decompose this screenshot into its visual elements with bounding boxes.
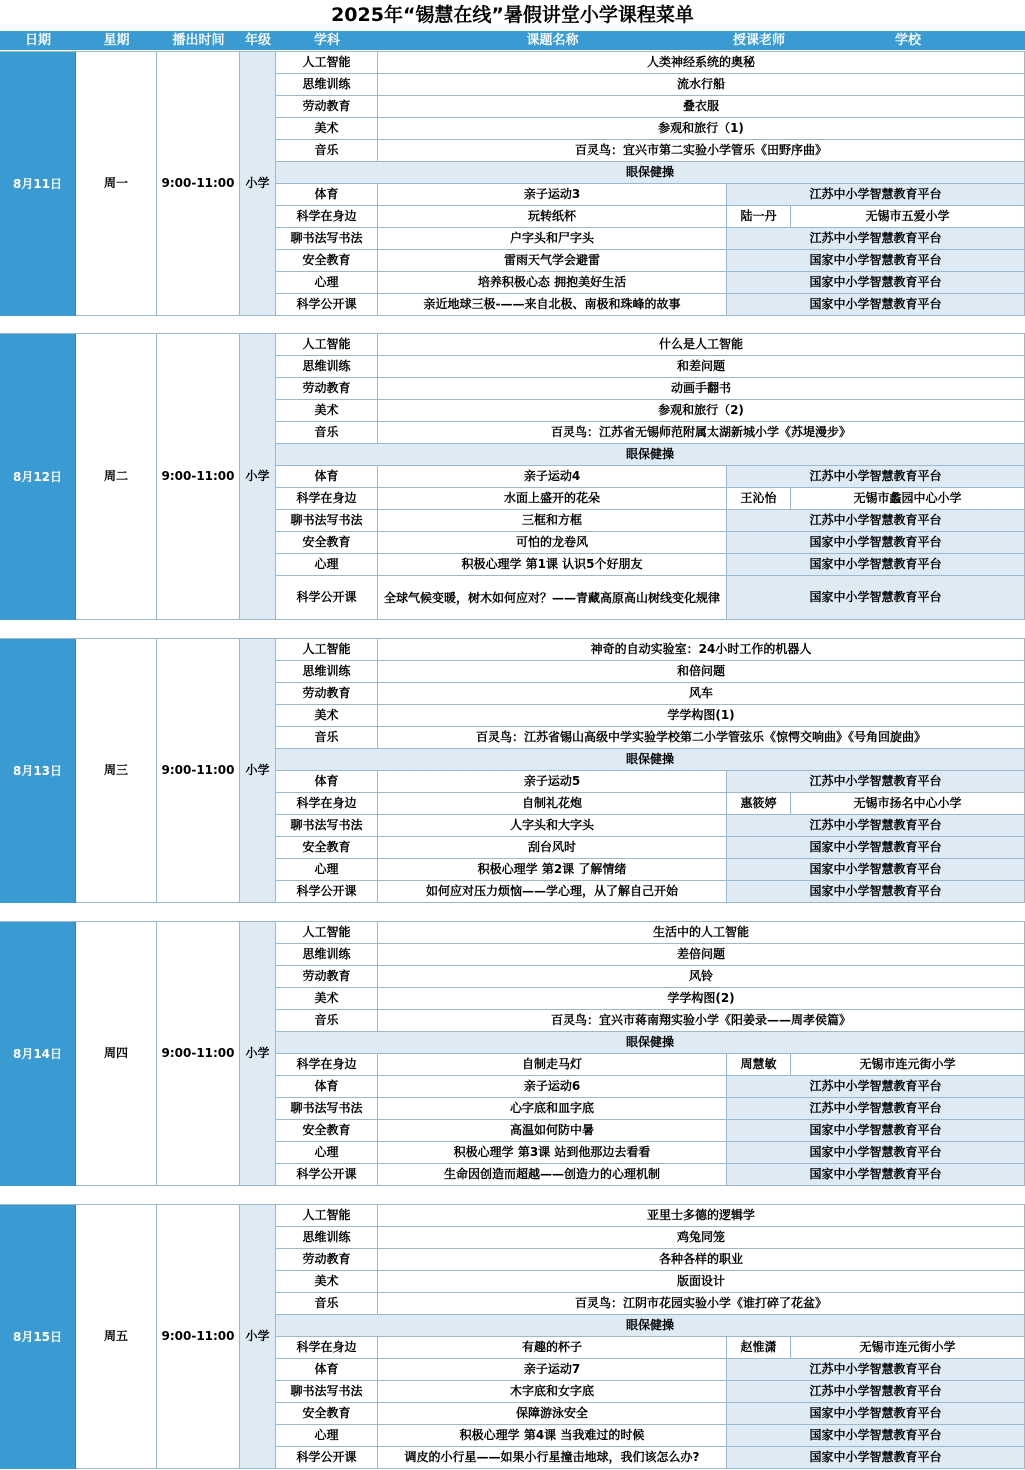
- topic-cell: 流水行船: [378, 74, 1025, 96]
- break-row: 眼保健操: [276, 749, 1025, 771]
- subject-cell: 聊书法写书法: [276, 1098, 378, 1120]
- weekday-cell: 周四: [76, 922, 157, 1186]
- topic-cell: 亲子运动4: [378, 466, 727, 488]
- topic-cell: 百灵鸟：江苏省无锡师范附属太湖新城小学《苏堤漫步》: [378, 422, 1025, 444]
- topic-cell: 亲子运动6: [378, 1076, 727, 1098]
- subject-cell: 体育: [276, 184, 378, 206]
- weekday-cell: 周三: [76, 639, 157, 903]
- date-cell: 8月11日: [0, 52, 76, 316]
- topic-cell: 调皮的小行星——如果小行星撞击地球，我们该怎么办?: [378, 1447, 727, 1469]
- header-topic: 课题名称: [526, 33, 579, 48]
- platform-cell: 国家中小学智慧教育平台: [727, 881, 1025, 903]
- header-time: 播出时间: [172, 33, 225, 48]
- subject-cell: 科学在身边: [276, 1054, 378, 1076]
- header-weekday: 星期: [103, 33, 130, 48]
- teacher-cell: 王沁怡: [727, 488, 791, 510]
- topic-cell: 雷雨天气学会避雷: [378, 250, 727, 272]
- school-cell: 无锡市蠡园中心小学: [791, 488, 1025, 510]
- topic-cell: 各种各样的职业: [378, 1249, 1025, 1271]
- subject-cell: 思维训练: [276, 74, 378, 96]
- subject-cell: 人工智能: [276, 334, 378, 356]
- topic-cell: 风铃: [378, 966, 1025, 988]
- subject-cell: 安全教育: [276, 837, 378, 859]
- platform-cell: 国家中小学智慧教育平台: [727, 250, 1025, 272]
- topic-cell: 神奇的自动实验室：24小时工作的机器人: [378, 639, 1025, 661]
- platform-cell: 国家中小学智慧教育平台: [727, 837, 1025, 859]
- topic-cell: 如何应对压力烦恼——学心理，从了解自己开始: [378, 881, 727, 903]
- break-row: 眼保健操: [276, 1315, 1025, 1337]
- header-teacher: 授课老师: [732, 33, 785, 48]
- weekday-cell: 周一: [76, 52, 157, 316]
- subject-cell: 思维训练: [276, 661, 378, 683]
- topic-cell: 高温如何防中暑: [378, 1120, 727, 1142]
- topic-cell: 参观和旅行（1): [378, 118, 1025, 140]
- topic-cell: 百灵鸟：江苏省锡山高级中学实验学校第二小学管弦乐《惊愕交响曲》《号角回旋曲》: [378, 727, 1025, 749]
- grade-cell: 小学: [240, 52, 276, 316]
- subject-cell: 体育: [276, 1359, 378, 1381]
- subject-cell: 科学在身边: [276, 1337, 378, 1359]
- platform-cell: 国家中小学智慧教育平台: [727, 576, 1025, 620]
- time-cell: 9:00-11:00: [157, 1205, 240, 1469]
- subject-cell: 音乐: [276, 422, 378, 444]
- subject-cell: 科学公开课: [276, 1164, 378, 1186]
- header-grade: 年级: [244, 33, 271, 48]
- platform-cell: 国家中小学智慧教育平台: [727, 272, 1025, 294]
- time-cell: 9:00-11:00: [157, 922, 240, 1186]
- teacher-cell: 陆一丹: [727, 206, 791, 228]
- platform-cell: 江苏中小学智慧教育平台: [727, 771, 1025, 793]
- topic-cell: 刮台风时: [378, 837, 727, 859]
- subject-cell: 科学公开课: [276, 1447, 378, 1469]
- platform-cell: 江苏中小学智慧教育平台: [727, 184, 1025, 206]
- platform-cell: 国家中小学智慧教育平台: [727, 532, 1025, 554]
- day-block: [0, 1204, 1025, 1469]
- topic-cell: 和倍问题: [378, 661, 1025, 683]
- date-cell: 8月12日: [0, 334, 76, 620]
- topic-cell: 学学构图(1): [378, 705, 1025, 727]
- subject-cell: 心理: [276, 1142, 378, 1164]
- topic-cell: 动画手翻书: [378, 378, 1025, 400]
- subject-cell: 人工智能: [276, 1205, 378, 1227]
- subject-cell: 聊书法写书法: [276, 510, 378, 532]
- platform-cell: 江苏中小学智慧教育平台: [727, 815, 1025, 837]
- break-row: 眼保健操: [276, 444, 1025, 466]
- platform-cell: 江苏中小学智慧教育平台: [727, 510, 1025, 532]
- day-block: [0, 921, 1025, 1186]
- topic-cell: 差倍问题: [378, 944, 1025, 966]
- subject-cell: 思维训练: [276, 944, 378, 966]
- topic-cell: 有趣的杯子: [378, 1337, 727, 1359]
- day-block: [0, 333, 1025, 620]
- topic-cell: 百灵鸟：宜兴市蒋南翔实验小学《阳姜录——周孝侯篇》: [378, 1010, 1025, 1032]
- subject-cell: 美术: [276, 1271, 378, 1293]
- platform-cell: 国家中小学智慧教育平台: [727, 1120, 1025, 1142]
- platform-cell: 国家中小学智慧教育平台: [727, 1447, 1025, 1469]
- topic-cell: 全球气候变暖，树木如何应对？——青藏高原高山树线变化规律: [378, 576, 727, 620]
- time-cell: 9:00-11:00: [157, 334, 240, 620]
- platform-cell: 江苏中小学智慧教育平台: [727, 466, 1025, 488]
- subject-cell: 心理: [276, 859, 378, 881]
- topic-cell: 水面上盛开的花朵: [378, 488, 727, 510]
- subject-cell: 体育: [276, 771, 378, 793]
- subject-cell: 体育: [276, 466, 378, 488]
- subject-cell: 安全教育: [276, 1120, 378, 1142]
- topic-cell: 三框和方框: [378, 510, 727, 532]
- date-cell: 8月15日: [0, 1205, 76, 1469]
- subject-cell: 聊书法写书法: [276, 1381, 378, 1403]
- subject-cell: 人工智能: [276, 52, 378, 74]
- subject-cell: 科学公开课: [276, 294, 378, 316]
- school-cell: 无锡市连元街小学: [791, 1337, 1025, 1359]
- subject-cell: 劳动教育: [276, 378, 378, 400]
- subject-cell: 科学公开课: [276, 881, 378, 903]
- subject-cell: 安全教育: [276, 250, 378, 272]
- topic-cell: 亚里士多德的逻辑学: [378, 1205, 1025, 1227]
- topic-cell: 亲近地球三极-——来自北极、南极和珠峰的故事: [378, 294, 727, 316]
- topic-cell: 叠衣服: [378, 96, 1025, 118]
- topic-cell: 参观和旅行（2): [378, 400, 1025, 422]
- table-header: [0, 31, 1025, 50]
- subject-cell: 心理: [276, 1425, 378, 1447]
- platform-cell: 江苏中小学智慧教育平台: [727, 1359, 1025, 1381]
- platform-cell: 国家中小学智慧教育平台: [727, 859, 1025, 881]
- topic-cell: 积极心理学 第1课 认识5个好朋友: [378, 554, 727, 576]
- subject-cell: 人工智能: [276, 922, 378, 944]
- platform-cell: 国家中小学智慧教育平台: [727, 1403, 1025, 1425]
- day-block: [0, 51, 1025, 316]
- topic-cell: 保障游泳安全: [378, 1403, 727, 1425]
- topic-cell: 生命因创造而超越——创造力的心理机制: [378, 1164, 727, 1186]
- subject-cell: 思维训练: [276, 1227, 378, 1249]
- topic-cell: 学学构图(2): [378, 988, 1025, 1010]
- subject-cell: 科学公开课: [276, 576, 378, 620]
- teacher-cell: 周慧敏: [727, 1054, 791, 1076]
- topic-cell: 什么是人工智能: [378, 334, 1025, 356]
- topic-cell: 风车: [378, 683, 1025, 705]
- subject-cell: 劳动教育: [276, 966, 378, 988]
- subject-cell: 音乐: [276, 727, 378, 749]
- grade-cell: 小学: [240, 334, 276, 620]
- grade-cell: 小学: [240, 639, 276, 903]
- topic-cell: 积极心理学 第4课 当我难过的时候: [378, 1425, 727, 1447]
- subject-cell: 心理: [276, 554, 378, 576]
- topic-cell: 户字头和尸字头: [378, 228, 727, 250]
- subject-cell: 安全教育: [276, 1403, 378, 1425]
- topic-cell: 人类神经系统的奥秘: [378, 52, 1025, 74]
- topic-cell: 培养积极心态 拥抱美好生活: [378, 272, 727, 294]
- platform-cell: 国家中小学智慧教育平台: [727, 1425, 1025, 1447]
- topic-cell: 可怕的龙卷风: [378, 532, 727, 554]
- topic-cell: 积极心理学 第3课 站到他那边去看看: [378, 1142, 727, 1164]
- platform-cell: 江苏中小学智慧教育平台: [727, 1098, 1025, 1120]
- topic-cell: 亲子运动7: [378, 1359, 727, 1381]
- subject-cell: 科学在身边: [276, 488, 378, 510]
- subject-cell: 美术: [276, 988, 378, 1010]
- subject-cell: 美术: [276, 400, 378, 422]
- subject-cell: 科学在身边: [276, 206, 378, 228]
- subject-cell: 体育: [276, 1076, 378, 1098]
- topic-cell: 亲子运动5: [378, 771, 727, 793]
- subject-cell: 科学在身边: [276, 793, 378, 815]
- time-cell: 9:00-11:00: [157, 52, 240, 316]
- topic-cell: 积极心理学 第2课 了解情绪: [378, 859, 727, 881]
- subject-cell: 人工智能: [276, 639, 378, 661]
- platform-cell: 江苏中小学智慧教育平台: [727, 228, 1025, 250]
- header-date: 日期: [24, 33, 51, 48]
- subject-cell: 思维训练: [276, 356, 378, 378]
- header-subject: 学科: [313, 33, 340, 48]
- school-cell: 无锡市扬名中心小学: [791, 793, 1025, 815]
- subject-cell: 劳动教育: [276, 1249, 378, 1271]
- weekday-cell: 周五: [76, 1205, 157, 1469]
- platform-cell: 国家中小学智慧教育平台: [727, 554, 1025, 576]
- topic-cell: 和差问题: [378, 356, 1025, 378]
- day-block: [0, 638, 1025, 903]
- weekday-cell: 周二: [76, 334, 157, 620]
- topic-cell: 鸡兔同笼: [378, 1227, 1025, 1249]
- date-cell: 8月14日: [0, 922, 76, 1186]
- topic-cell: 百灵鸟：宜兴市第二实验小学管乐《田野序曲》: [378, 140, 1025, 162]
- school-cell: 无锡市连元街小学: [791, 1054, 1025, 1076]
- grade-cell: 小学: [240, 922, 276, 1186]
- platform-cell: 江苏中小学智慧教育平台: [727, 1381, 1025, 1403]
- time-cell: 9:00-11:00: [157, 639, 240, 903]
- topic-cell: 百灵鸟：江阴市花园实验小学《谁打碎了花盆》: [378, 1293, 1025, 1315]
- page-title: 2025年“锡慧在线”暑假讲堂小学课程菜单: [331, 4, 694, 26]
- topic-cell: 心字底和皿字底: [378, 1098, 727, 1120]
- teacher-cell: 惠筱婷: [727, 793, 791, 815]
- date-cell: 8月13日: [0, 639, 76, 903]
- header-school: 学校: [894, 33, 921, 48]
- subject-cell: 劳动教育: [276, 683, 378, 705]
- topic-cell: 自制礼花炮: [378, 793, 727, 815]
- topic-cell: 亲子运动3: [378, 184, 727, 206]
- subject-cell: 美术: [276, 118, 378, 140]
- subject-cell: 音乐: [276, 1010, 378, 1032]
- subject-cell: 音乐: [276, 1293, 378, 1315]
- platform-cell: 国家中小学智慧教育平台: [727, 294, 1025, 316]
- subject-cell: 聊书法写书法: [276, 228, 378, 250]
- topic-cell: 自制走马灯: [378, 1054, 727, 1076]
- subject-cell: 聊书法写书法: [276, 815, 378, 837]
- subject-cell: 劳动教育: [276, 96, 378, 118]
- topic-cell: 版面设计: [378, 1271, 1025, 1293]
- school-cell: 无锡市五爱小学: [791, 206, 1025, 228]
- break-row: 眼保健操: [276, 162, 1025, 184]
- teacher-cell: 赵惟潇: [727, 1337, 791, 1359]
- break-row: 眼保健操: [276, 1032, 1025, 1054]
- platform-cell: 国家中小学智慧教育平台: [727, 1142, 1025, 1164]
- topic-cell: 生活中的人工智能: [378, 922, 1025, 944]
- topic-cell: 木字底和女字底: [378, 1381, 727, 1403]
- subject-cell: 安全教育: [276, 532, 378, 554]
- platform-cell: 国家中小学智慧教育平台: [727, 1164, 1025, 1186]
- topic-cell: 玩转纸杯: [378, 206, 727, 228]
- subject-cell: 美术: [276, 705, 378, 727]
- subject-cell: 心理: [276, 272, 378, 294]
- grade-cell: 小学: [240, 1205, 276, 1469]
- platform-cell: 江苏中小学智慧教育平台: [727, 1076, 1025, 1098]
- subject-cell: 音乐: [276, 140, 378, 162]
- topic-cell: 人字头和大字头: [378, 815, 727, 837]
